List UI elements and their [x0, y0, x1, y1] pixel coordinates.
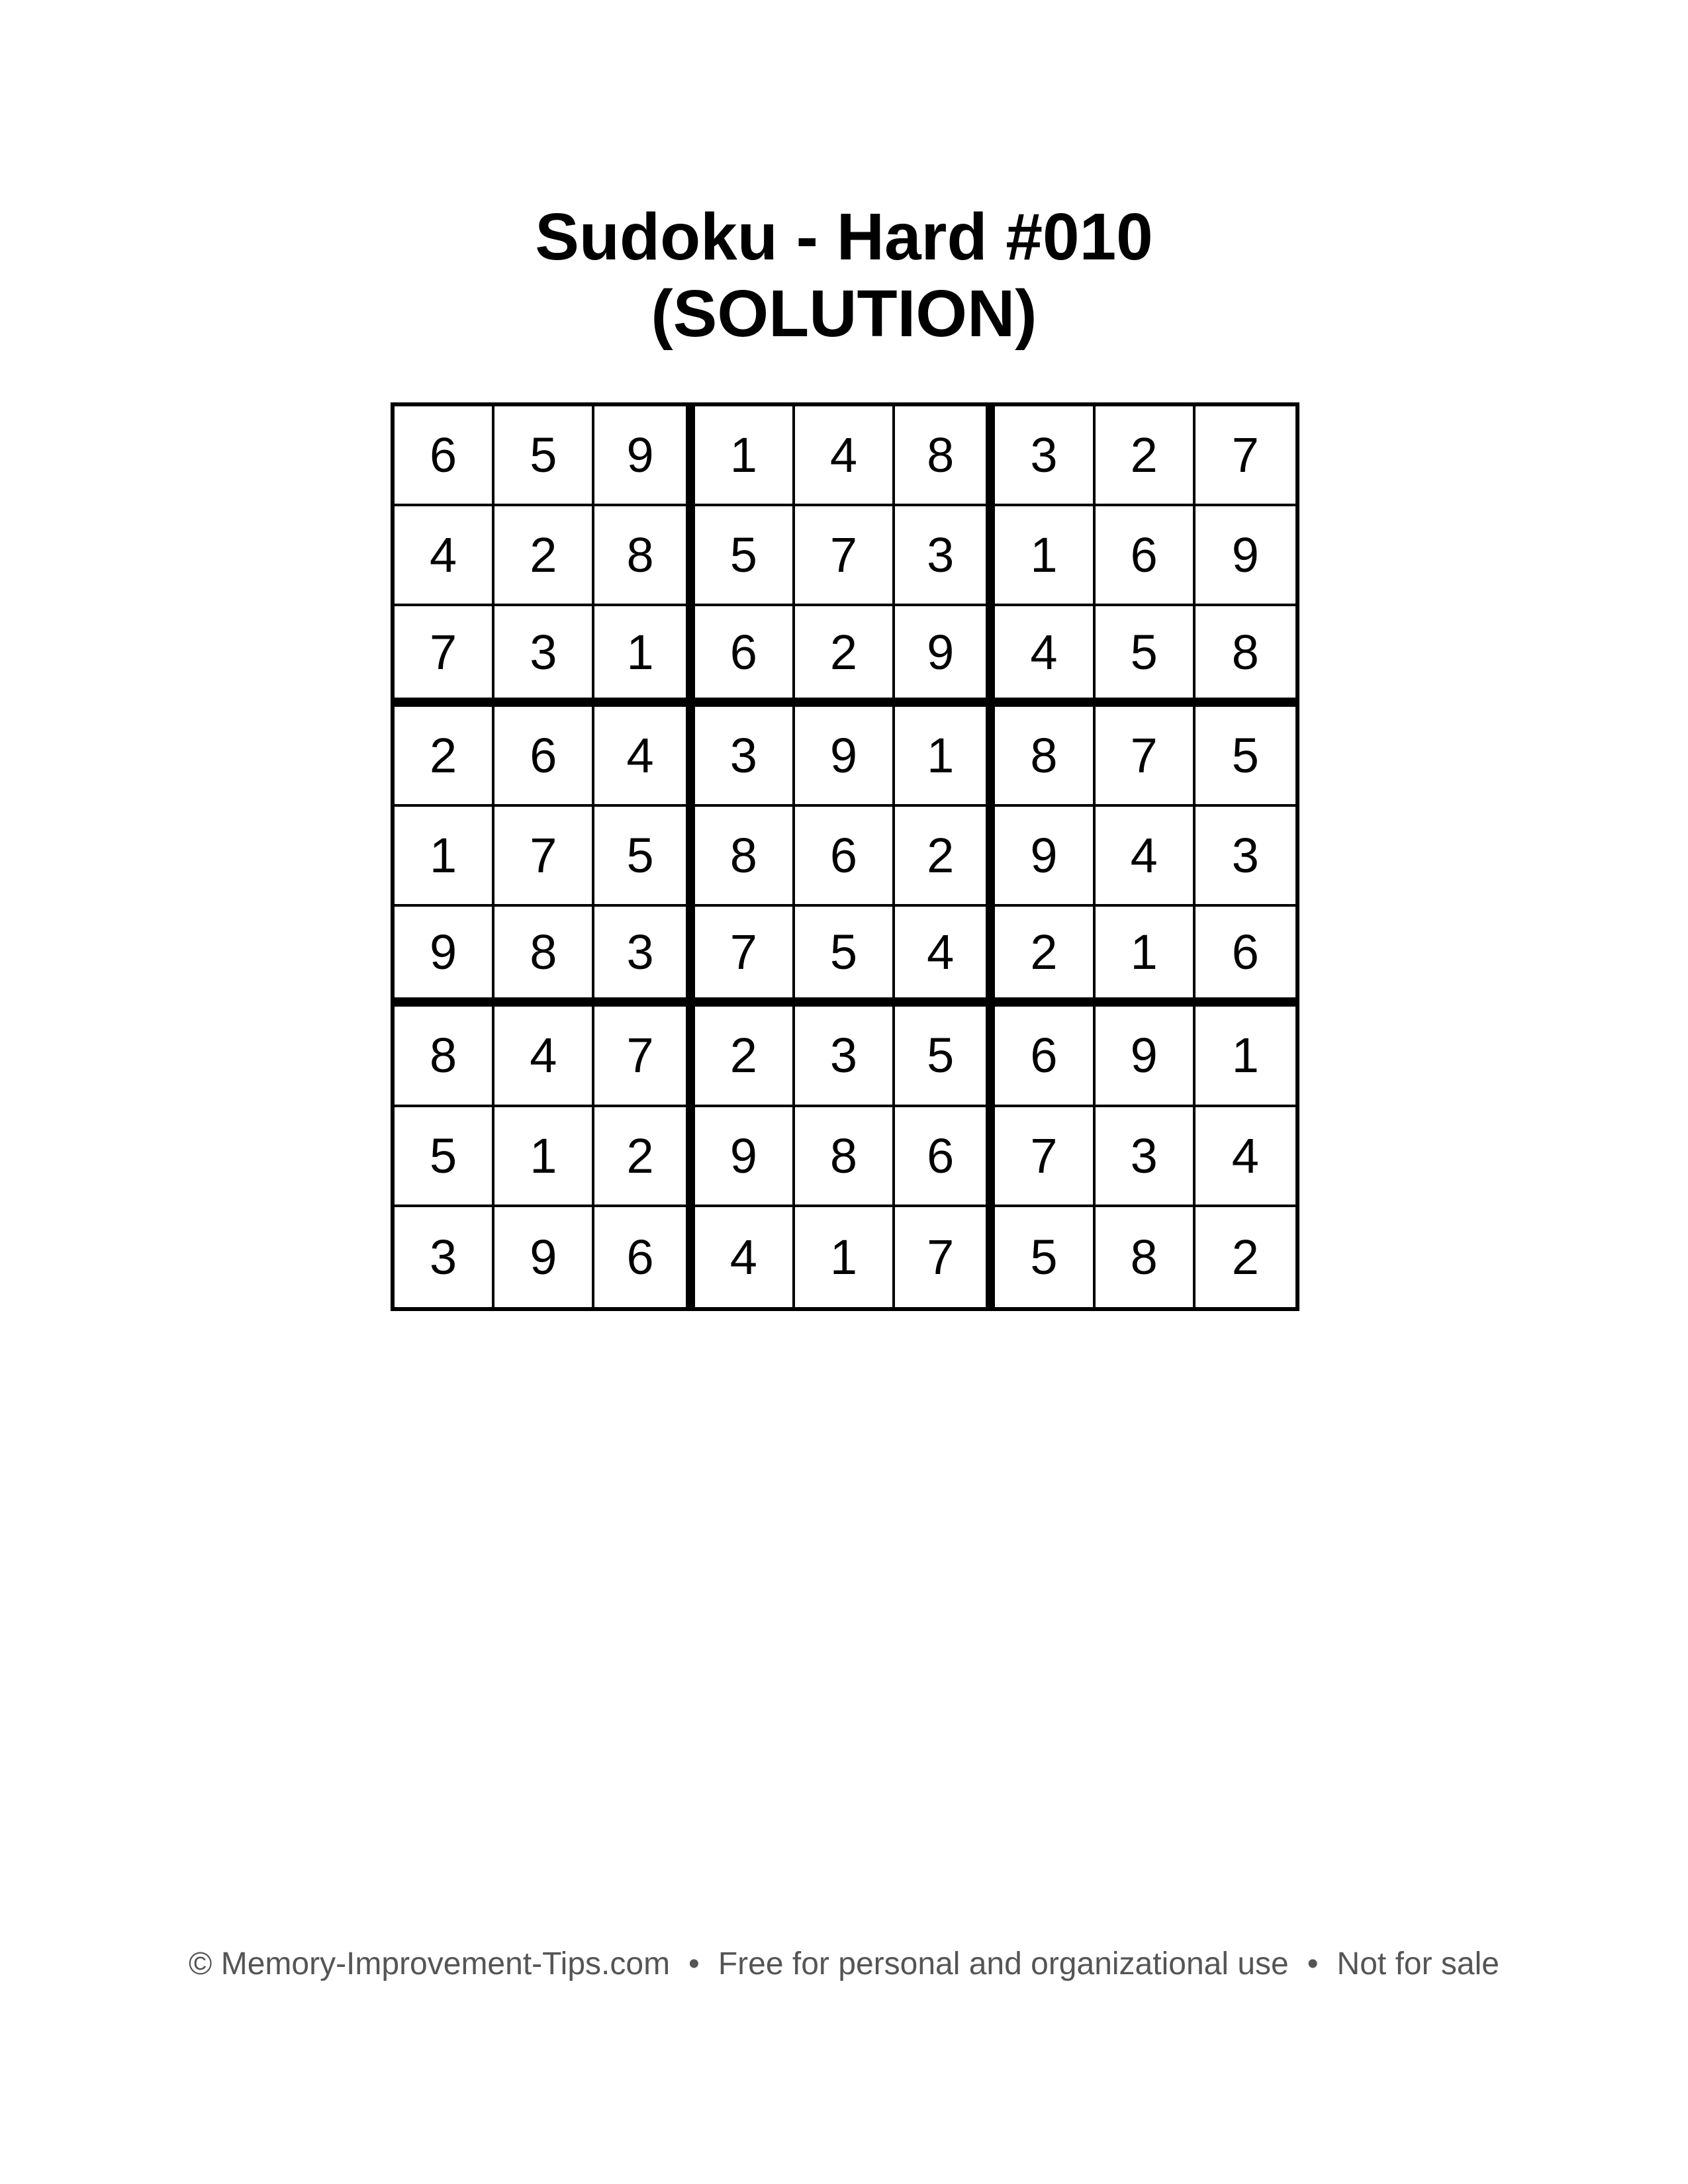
grid-cell: 7 [895, 1207, 995, 1307]
grid-cell: 5 [695, 506, 795, 606]
grid-cell: 6 [494, 707, 594, 807]
grid-cell: 2 [1231, 1229, 1259, 1285]
grid-cell: 4 [395, 506, 494, 606]
grid-cell: 2 [895, 807, 995, 907]
grid-cell: 1 [494, 1107, 594, 1207]
grid-cell: 3 [695, 707, 795, 807]
grid-cell: 8 [895, 406, 995, 506]
grid-cell: 5 [395, 1107, 494, 1207]
footer-separator: • [688, 1946, 700, 1981]
grid-cell: 8 [395, 1007, 494, 1107]
grid-cell: 7 [1096, 707, 1196, 807]
grid-cell: 7 [594, 1007, 694, 1107]
grid-cell: 2 [795, 606, 895, 706]
grid-cell: 4 [1196, 1107, 1295, 1207]
grid-cell: 8 [594, 506, 694, 606]
grid-cell: 9 [1096, 1007, 1196, 1107]
grid-cell: 2 [594, 1107, 694, 1207]
sudoku-grid [391, 402, 1299, 1311]
grid-cell: 1 [1196, 1007, 1295, 1107]
grid-cell: 9 [594, 406, 694, 506]
grid-cell: 9 [995, 807, 1095, 907]
grid-cell: 8 [795, 1107, 895, 1207]
grid-cell: 4 [1096, 807, 1196, 907]
grid-cell: 8 [494, 907, 594, 1007]
grid-cell: 3 [395, 1207, 494, 1307]
grid-cell: 9 [494, 1207, 594, 1307]
grid-cell: 3 [895, 506, 995, 606]
grid-cell: 6 [795, 807, 895, 907]
grid-cell: 5 [795, 907, 895, 1007]
grid-cell: 9 [695, 1107, 795, 1207]
grid-cell: 9 [1196, 506, 1295, 606]
title-line-2: (SOLUTION) [651, 277, 1037, 351]
grid-cell: 8 [995, 707, 1095, 807]
grid-cell: 1 [594, 606, 694, 706]
grid-cell: 1 [395, 807, 494, 907]
grid-cell: 4 [695, 1207, 795, 1307]
grid-cell: 6 [695, 606, 795, 706]
grid-cell: 6 [395, 406, 494, 506]
grid-cell: 3 [494, 606, 594, 706]
grid-cell: 7 [1196, 406, 1295, 506]
grid-cell: 8 [1196, 606, 1295, 706]
grid-cell: 6 [895, 1107, 995, 1207]
footer-sale: Not for sale [1336, 1946, 1499, 1981]
grid-cell: 3 [1096, 1107, 1196, 1207]
grid-cell: 7 [795, 506, 895, 606]
grid-cell: 5 [895, 1007, 995, 1107]
grid-cell: 2 [494, 506, 594, 606]
grid-cell: 1 [995, 506, 1095, 606]
title-line-1: Sudoku - Hard #010 [535, 200, 1153, 274]
grid-cell: 2 [995, 907, 1095, 1007]
grid-cell: 5 [594, 807, 694, 907]
grid-cell: 2 [695, 1007, 795, 1107]
footer-separator: • [1307, 1946, 1319, 1981]
footer-copyright: © Memory-Improvement-Tips.com [189, 1946, 671, 1981]
grid-cell: 3 [795, 1007, 895, 1107]
grid-cell: 2 [1096, 406, 1196, 506]
grid-cell: 4 [494, 1007, 594, 1107]
grid-cell: 3 [995, 406, 1095, 506]
grid-cell: 1 [895, 707, 995, 807]
grid-cell: 5 [494, 406, 594, 506]
grid-cell: 9 [895, 606, 995, 706]
grid-cell: 1 [695, 406, 795, 506]
grid-cell: 6 [1096, 506, 1196, 606]
footer [0, 1946, 1688, 1982]
grid-cell: 7 [695, 907, 795, 1007]
grid-cell: 6 [995, 1007, 1095, 1107]
grid-cell: 9 [795, 707, 895, 807]
grid-cell: 4 [995, 606, 1095, 706]
grid-cell: 5 [995, 1207, 1095, 1307]
grid-cell: 1 [1096, 907, 1196, 1007]
footer-usage: Free for personal and organizational use [718, 1946, 1289, 1981]
grid-cell: 8 [1096, 1207, 1196, 1307]
grid-cell: 9 [395, 907, 494, 1007]
grid-cell: 4 [895, 907, 995, 1007]
grid-cell: 3 [1196, 807, 1295, 907]
grid-cell: 6 [594, 1207, 694, 1307]
grid-cell: 5 [1196, 707, 1295, 807]
grid-cell: 5 [1096, 606, 1196, 706]
grid-cell: 4 [795, 406, 895, 506]
grid-cell: 1 [795, 1207, 895, 1307]
grid-cell: 3 [594, 907, 694, 1007]
grid-cell: 7 [995, 1107, 1095, 1207]
grid-cell: 8 [695, 807, 795, 907]
grid-cell: 6 [1196, 907, 1295, 1007]
grid-cell: 7 [395, 606, 494, 706]
grid-cell: 4 [594, 707, 694, 807]
grid-cell: 7 [494, 807, 594, 907]
grid-cell: 2 [395, 707, 494, 807]
page-title [0, 199, 1688, 352]
